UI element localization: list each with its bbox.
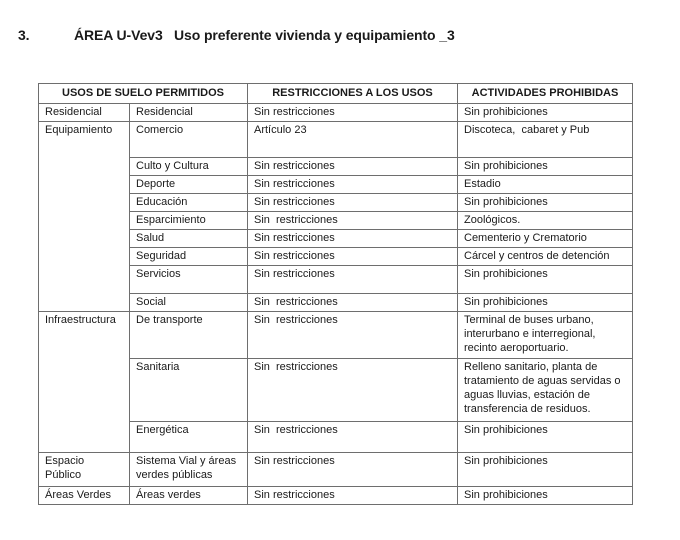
restriction-cell: Sin restricciones bbox=[248, 266, 458, 294]
use-cell: Energética bbox=[130, 422, 248, 453]
header-usos: USOS DE SUELO PERMITIDOS bbox=[39, 84, 248, 104]
use-cell: Sistema Vial y áreas verdes públicas bbox=[130, 453, 248, 487]
prohibited-cell: Sin prohibiciones bbox=[458, 158, 633, 176]
use-cell: Comercio bbox=[130, 122, 248, 158]
restriction-cell: Sin restricciones bbox=[248, 422, 458, 453]
restriction-cell: Artículo 23 bbox=[248, 122, 458, 158]
land-use-table bbox=[38, 83, 633, 505]
use-cell: Salud bbox=[130, 230, 248, 248]
use-cell: Áreas verdes bbox=[130, 487, 248, 505]
category-cell: Residencial bbox=[39, 104, 130, 122]
prohibited-cell: Estadio bbox=[458, 176, 633, 194]
prohibited-cell: Sin prohibiciones bbox=[458, 487, 633, 505]
section-title: ÁREA U-Vev3 Uso preferente vivienda y equipamiento _3 bbox=[74, 27, 455, 43]
table-row bbox=[39, 453, 633, 487]
prohibited-cell: Terminal de buses urbano, interurbano e interregional, recinto aeroportuario. bbox=[458, 312, 633, 359]
category-cell: Equipamiento bbox=[39, 122, 130, 312]
prohibited-cell: Relleno sanitario, planta de tratamiento de aguas servidas o aguas lluvias, estación de transferencia de residuos. bbox=[458, 359, 633, 422]
prohibited-cell: Cárcel y centros de detención bbox=[458, 248, 633, 266]
restriction-cell: Sin restricciones bbox=[248, 212, 458, 230]
restriction-cell: Sin restricciones bbox=[248, 104, 458, 122]
category-cell: Infraestructura bbox=[39, 312, 130, 453]
table-row bbox=[39, 122, 633, 158]
use-cell: Social bbox=[130, 294, 248, 312]
restriction-cell: Sin restricciones bbox=[248, 230, 458, 248]
use-cell: Residencial bbox=[130, 104, 248, 122]
prohibited-cell: Sin prohibiciones bbox=[458, 104, 633, 122]
restriction-cell: Sin restricciones bbox=[248, 312, 458, 359]
use-cell: Esparcimiento bbox=[130, 212, 248, 230]
section-heading bbox=[18, 27, 455, 43]
table-row bbox=[39, 312, 633, 359]
category-cell: Áreas Verdes bbox=[39, 487, 130, 505]
prohibited-cell: Zoológicos. bbox=[458, 212, 633, 230]
header-restricciones: RESTRICCIONES A LOS USOS bbox=[248, 84, 458, 104]
restriction-cell: Sin restricciones bbox=[248, 359, 458, 422]
header-actividades: ACTIVIDADES PROHIBIDAS bbox=[458, 84, 633, 104]
restriction-cell: Sin restricciones bbox=[248, 294, 458, 312]
prohibited-cell: Sin prohibiciones bbox=[458, 453, 633, 487]
prohibited-cell: Sin prohibiciones bbox=[458, 266, 633, 294]
restriction-cell: Sin restricciones bbox=[248, 248, 458, 266]
category-cell: Espacio Público bbox=[39, 453, 130, 487]
table-row bbox=[39, 487, 633, 505]
restriction-cell: Sin restricciones bbox=[248, 453, 458, 487]
prohibited-cell: Sin prohibiciones bbox=[458, 194, 633, 212]
use-cell: Deporte bbox=[130, 176, 248, 194]
use-cell: Sanitaria bbox=[130, 359, 248, 422]
prohibited-cell: Cementerio y Crematorio bbox=[458, 230, 633, 248]
prohibited-cell: Sin prohibiciones bbox=[458, 294, 633, 312]
prohibited-cell: Sin prohibiciones bbox=[458, 422, 633, 453]
restriction-cell: Sin restricciones bbox=[248, 176, 458, 194]
use-cell: Educación bbox=[130, 194, 248, 212]
restriction-cell: Sin restricciones bbox=[248, 194, 458, 212]
section-number: 3. bbox=[18, 27, 30, 43]
prohibited-cell: Discoteca, cabaret y Pub bbox=[458, 122, 633, 158]
table-header-row bbox=[39, 84, 633, 104]
use-cell: Seguridad bbox=[130, 248, 248, 266]
restriction-cell: Sin restricciones bbox=[248, 487, 458, 505]
table-row bbox=[39, 104, 633, 122]
restriction-cell: Sin restricciones bbox=[248, 158, 458, 176]
use-cell: De transporte bbox=[130, 312, 248, 359]
use-cell: Servicios bbox=[130, 266, 248, 294]
use-cell: Culto y Cultura bbox=[130, 158, 248, 176]
